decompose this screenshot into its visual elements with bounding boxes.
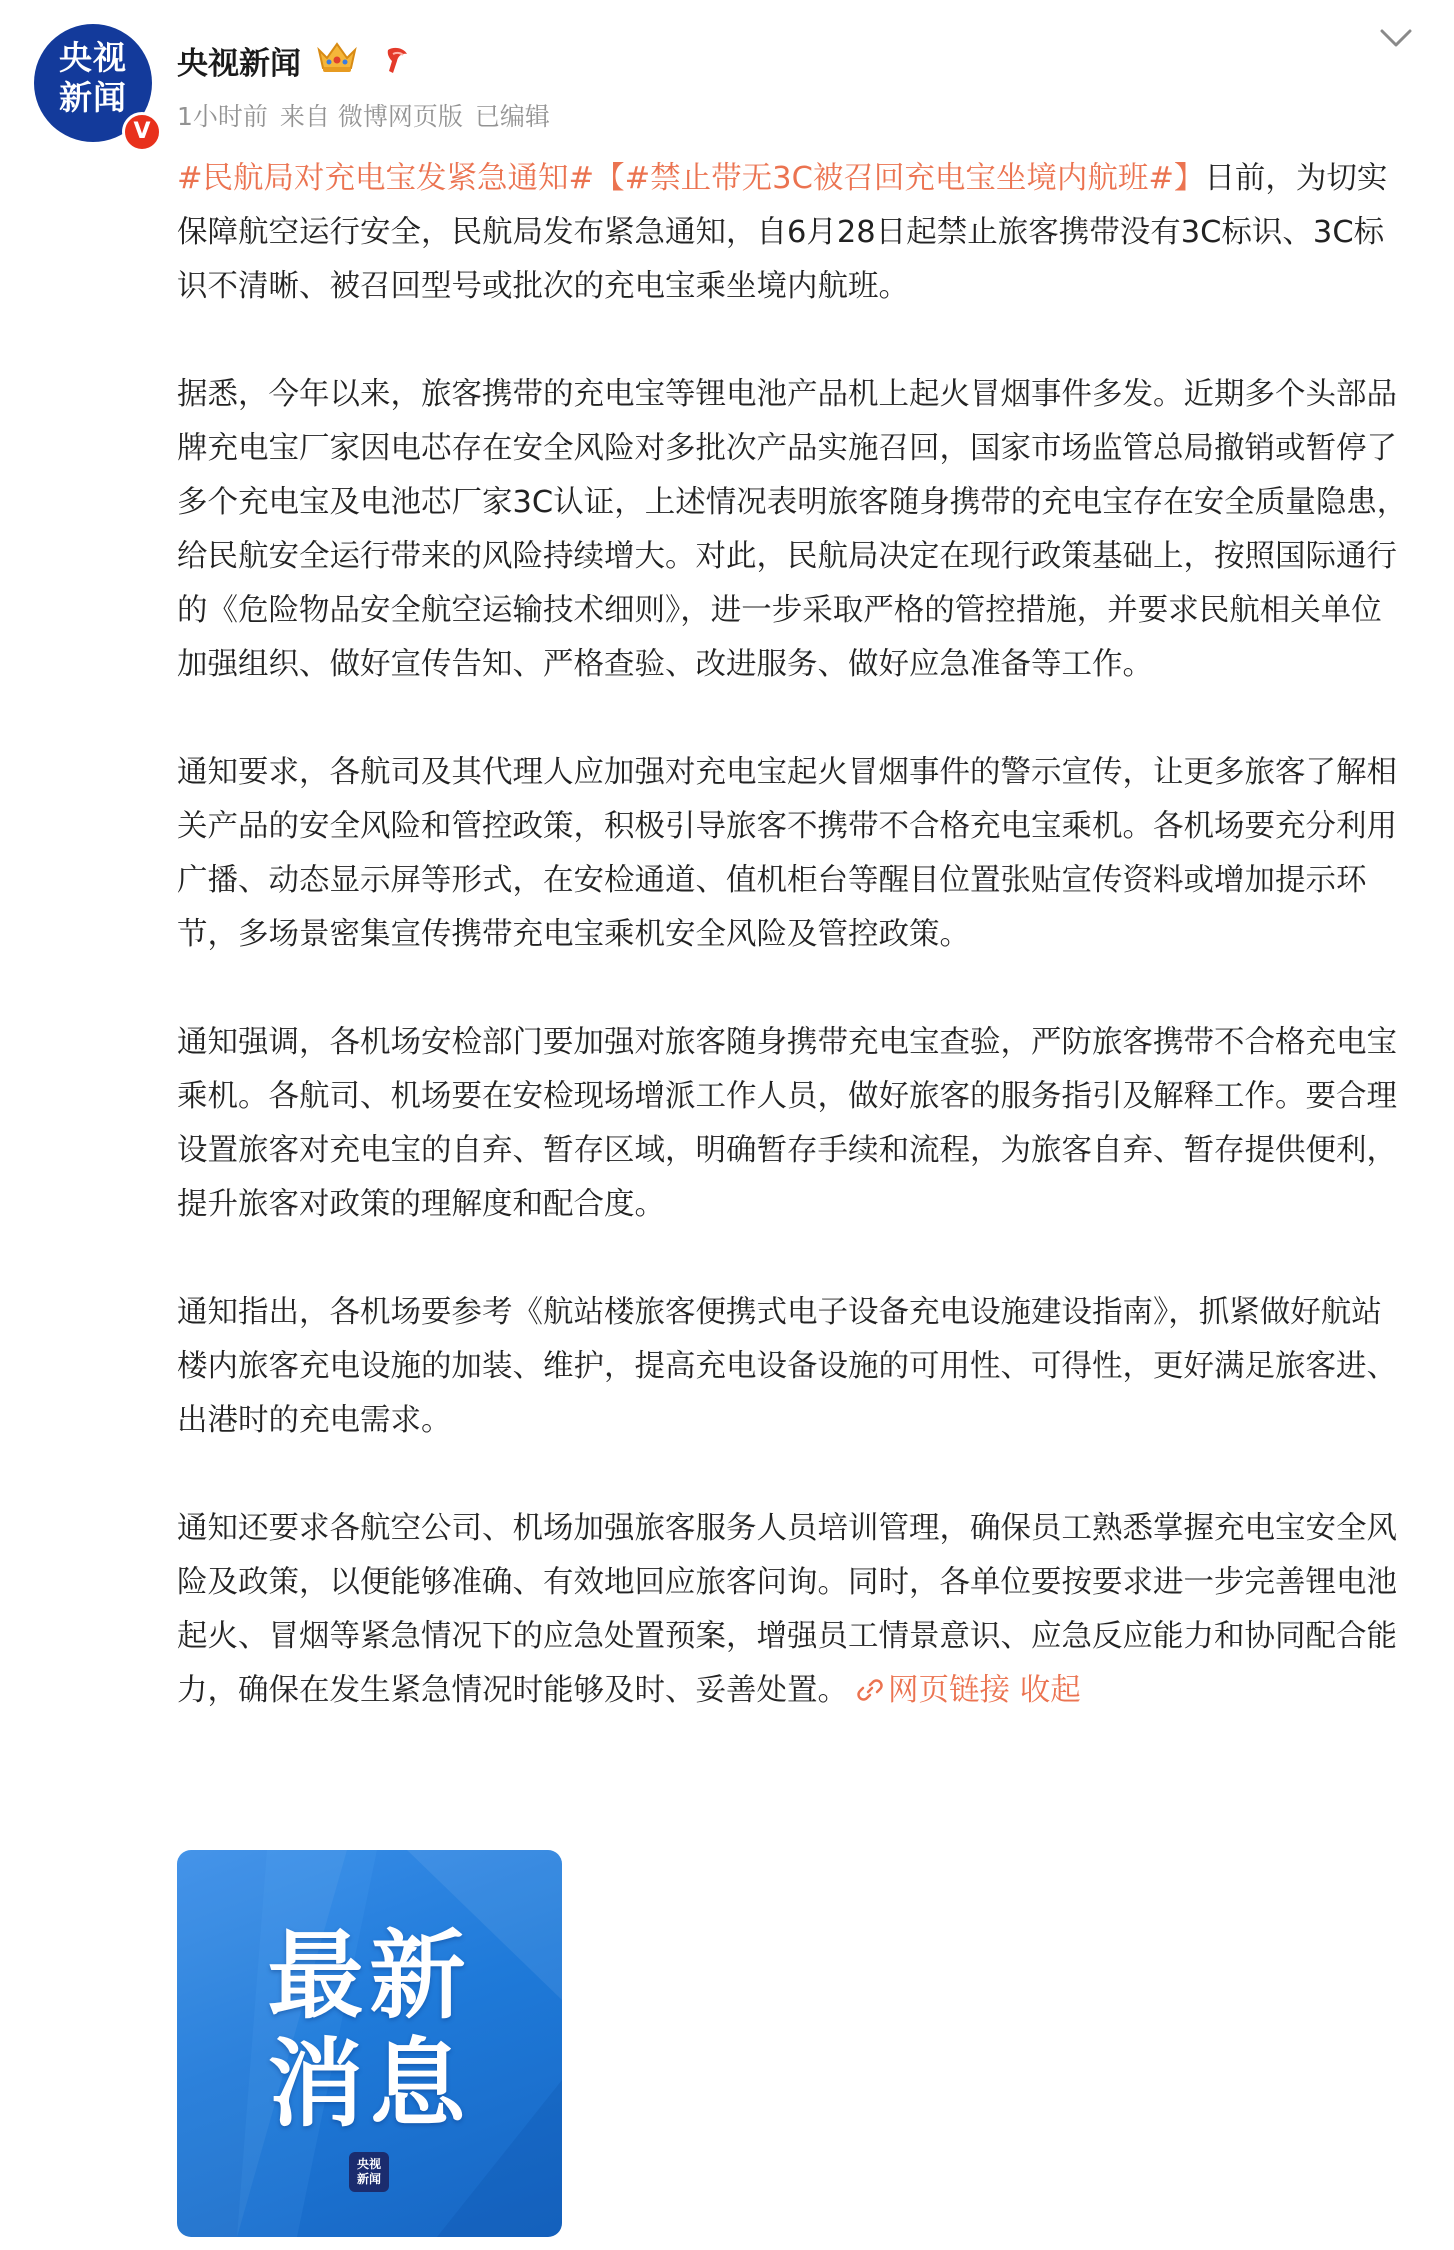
image-logo-line1: 央视	[356, 2157, 381, 2171]
paragraph-text: 通知还要求各航空公司、机场加强旅客服务人员培训管理，确保员工熟悉掌握充电宝安全风险及政策，以便能够准确、有效地回应旅客问询。同时，各单位要按要求进一步完善锂电池起火、冒烟等紧急情况下的应急处置预案，增强员工情景意识、应急反应能力和协同配合能力，确保在发生紧急情况时能够及时、妥善处置。	[177, 1511, 1397, 1708]
post-content	[177, 152, 1409, 1718]
avatar-logo-line1: 央视	[59, 38, 127, 77]
paragraph-4: 通知强调，各机场安检部门要加强对旅客随身携带充电宝查验，严防旅客携带不合格充电宝乘机。各航司、机场要在安检现场增派工作人员，做好旅客的服务指引及解释工作。要合理设置旅客对充电宝的自弃、暂存区域，明确暂存手续和流程，为旅客自弃、暂存提供便利，提升旅客对政策的理解度和配合度。	[177, 1025, 1397, 1222]
web-link[interactable]	[848, 1673, 1010, 1708]
mark-icon	[380, 44, 412, 76]
paragraph-1	[177, 152, 1409, 314]
paragraph-text: 日前，为切实保障航空运行安全，民航局发布紧急通知，自6月28日起禁止旅客携带没有3C标识、3C标识不清晰、被召回型号或批次的充电宝乘坐境内航班。	[177, 161, 1388, 304]
image-title-line1: 最新	[267, 1920, 472, 2032]
avatar-logo-line2: 新闻	[59, 78, 127, 117]
web-link-label[interactable]: 网页链接	[888, 1673, 1010, 1708]
paragraph-5: 通知指出，各机场要参考《航站楼旅客便携式电子设备充电设施建设指南》，抓紧做好航站楼内旅客充电设施的加装、维护，提高充电设备设施的可用性、可得性，更好满足旅客进、出港时的充电需求。	[177, 1295, 1397, 1438]
news-image[interactable]	[177, 1850, 562, 2237]
collapse-button[interactable]: 收起	[1019, 1673, 1081, 1708]
paragraph-3: 通知要求，各航司及其代理人应加强对充电宝起火冒烟事件的警示宣传，让更多旅客了解相关产品的安全风险和管控政策，积极引导旅客不携带不合格充电宝乘机。各机场要充分利用广播、动态显示屏等形式，在安检通道、值机柜台等醒目位置张贴宣传资料或增加提示环节，多场景密集宣传携带充电宝乘机安全风险及管控政策。	[177, 755, 1397, 952]
verified-badge: V	[122, 112, 162, 152]
post-meta	[177, 97, 550, 133]
image-title	[177, 1922, 562, 2138]
username[interactable]: 央视新闻	[177, 46, 301, 82]
avatar-logo	[34, 38, 152, 118]
hashtag-link[interactable]: 【#禁止带无3C被召回充电宝坐境内航班#】	[594, 161, 1205, 196]
chevron-down-icon[interactable]	[1378, 26, 1414, 50]
avatar[interactable]	[34, 24, 152, 142]
paragraph-6	[177, 1502, 1409, 1718]
image-title-line2: 消息	[267, 2028, 472, 2140]
image-logo	[349, 2152, 389, 2192]
paragraph-2: 据悉，今年以来，旅客携带的充电宝等锂电池产品机上起火冒烟事件多发。近期多个头部品牌充电宝厂家因电芯存在安全风险对多批次产品实施召回，国家市场监管总局撤销或暂停了多个充电宝及电池芯厂家3C认证，上述情况表明旅客随身携带的充电宝存在安全质量隐患，给民航安全运行带来的风险持续增大。对此，民航局决定在现行政策基础上，按照国际通行的《危险物品安全航空运输技术细则》，进一步采取严格的管控措施，并要求民航相关单位加强组织、做好宣传告知、严格查验、改进服务、做好应急准备等工作。	[177, 377, 1408, 682]
post-time[interactable]: 1小时前	[177, 102, 268, 131]
crown-icon	[316, 40, 358, 74]
hashtag-link[interactable]: #民航局对充电宝发紧急通知#	[177, 161, 595, 196]
link-icon	[856, 1676, 884, 1704]
post-source: 来自 微博网页版	[279, 102, 463, 131]
edited-label[interactable]: 已编辑	[474, 102, 550, 131]
image-logo-line2: 新闻	[356, 2172, 381, 2186]
